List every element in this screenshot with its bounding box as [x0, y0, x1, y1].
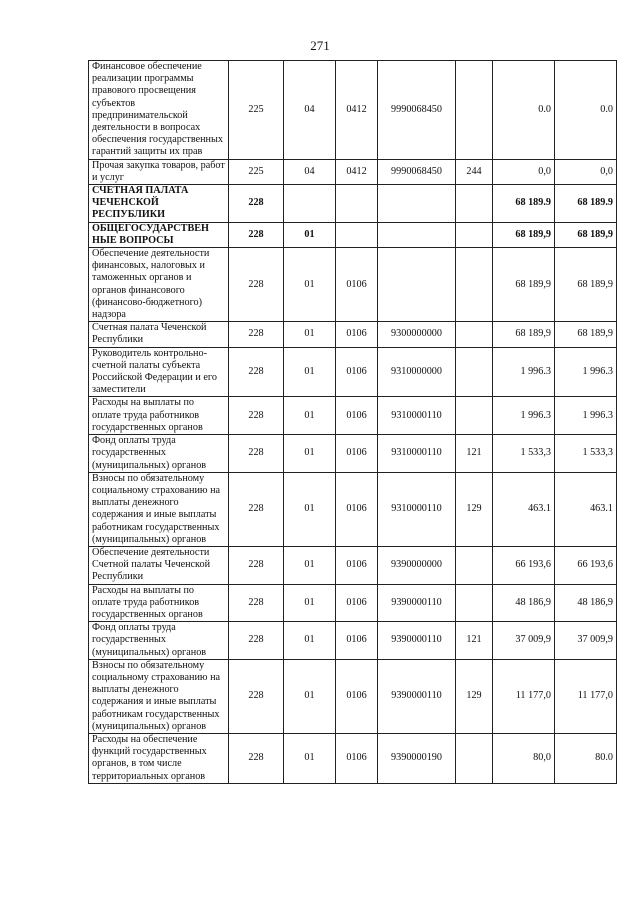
- target-article-cell: 9990068450: [378, 61, 456, 160]
- expense-type-cell: 121: [456, 435, 493, 473]
- table-row: [89, 733, 617, 783]
- section-code-cell: 01: [284, 222, 336, 247]
- subsection-code-cell: 0106: [336, 733, 378, 783]
- ved-code-cell: 228: [229, 546, 284, 584]
- table-row: [89, 435, 617, 473]
- subsection-code-cell: 0412: [336, 159, 378, 184]
- amount-cell-1: 80,0: [493, 733, 555, 783]
- page-number: 271: [310, 38, 330, 53]
- ved-code-cell: 225: [229, 61, 284, 160]
- amount-cell-2: 37 009,9: [555, 622, 617, 660]
- section-code-cell: 04: [284, 61, 336, 160]
- ved-code-cell: 228: [229, 397, 284, 435]
- target-article-cell: [378, 185, 456, 223]
- subsection-code-cell: 0106: [336, 584, 378, 622]
- amount-cell-1: 68 189.9: [493, 185, 555, 223]
- amount-cell-1: 66 193,6: [493, 546, 555, 584]
- amount-cell-1: 37 009,9: [493, 622, 555, 660]
- table-row: [89, 222, 617, 247]
- ved-code-cell: 228: [229, 435, 284, 473]
- row-name-cell: Расходы на выплаты по оплате труда работников государственных органов: [89, 397, 229, 435]
- expense-type-cell: [456, 322, 493, 347]
- ved-code-cell: 228: [229, 248, 284, 322]
- subsection-code-cell: 0106: [336, 622, 378, 660]
- target-article-cell: [378, 248, 456, 322]
- section-code-cell: 01: [284, 733, 336, 783]
- amount-cell-1: 463.1: [493, 472, 555, 546]
- subsection-code-cell: 0106: [336, 472, 378, 546]
- amount-cell-2: 48 186,9: [555, 584, 617, 622]
- amount-cell-1: 68 189,9: [493, 248, 555, 322]
- amount-cell-2: 463.1: [555, 472, 617, 546]
- ved-code-cell: 228: [229, 584, 284, 622]
- table-row: [89, 185, 617, 223]
- amount-cell-1: 68 189,9: [493, 222, 555, 247]
- section-code-cell: 01: [284, 622, 336, 660]
- expense-type-cell: 129: [456, 659, 493, 733]
- subsection-code-cell: 0106: [336, 322, 378, 347]
- amount-cell-1: 48 186,9: [493, 584, 555, 622]
- amount-cell-2: 1 996.3: [555, 347, 617, 397]
- amount-cell-2: 11 177,0: [555, 659, 617, 733]
- section-code-cell: 01: [284, 659, 336, 733]
- amount-cell-2: 1 996.3: [555, 397, 617, 435]
- subsection-code-cell: 0106: [336, 435, 378, 473]
- row-name-cell: Финансовое обеспечение реализации программы правового просвещения субъектов предпринимательской деятельности в вопросах обеспечения государственных гарантий защиты их прав: [89, 61, 229, 160]
- ved-code-cell: 228: [229, 659, 284, 733]
- target-article-cell: 9390000190: [378, 733, 456, 783]
- target-article-cell: 9390000110: [378, 622, 456, 660]
- table-row: [89, 61, 617, 160]
- section-code-cell: 01: [284, 322, 336, 347]
- subsection-code-cell: 0106: [336, 248, 378, 322]
- subsection-code-cell: 0106: [336, 659, 378, 733]
- row-name-cell: Прочая закупка товаров, работ и услуг: [89, 159, 229, 184]
- table-row: [89, 159, 617, 184]
- table-row: [89, 347, 617, 397]
- expense-type-cell: [456, 248, 493, 322]
- section-code-cell: 01: [284, 248, 336, 322]
- ved-code-cell: 228: [229, 322, 284, 347]
- expense-type-cell: 244: [456, 159, 493, 184]
- subsection-code-cell: [336, 185, 378, 223]
- amount-cell-1: 0,0: [493, 159, 555, 184]
- section-code-cell: 01: [284, 397, 336, 435]
- row-name-cell: Обеспечение деятельности Счетной палаты Чеченской Республики: [89, 546, 229, 584]
- row-name-cell: Руководитель контрольно-счетной палаты субъекта Российской Федерации и его заместители: [89, 347, 229, 397]
- amount-cell-2: 68 189,9: [555, 222, 617, 247]
- ved-code-cell: 228: [229, 185, 284, 223]
- expense-type-cell: [456, 185, 493, 223]
- row-name-cell: Счетная палата Чеченской Республики: [89, 322, 229, 347]
- section-code-cell: [284, 185, 336, 223]
- table-row: [89, 472, 617, 546]
- section-code-cell: 01: [284, 347, 336, 397]
- expense-type-cell: [456, 61, 493, 160]
- target-article-cell: 9300000000: [378, 322, 456, 347]
- amount-cell-2: 68 189,9: [555, 322, 617, 347]
- table-row: [89, 659, 617, 733]
- expense-type-cell: [456, 584, 493, 622]
- expense-type-cell: [456, 397, 493, 435]
- ved-code-cell: 228: [229, 347, 284, 397]
- table-row: [89, 622, 617, 660]
- ved-code-cell: 228: [229, 733, 284, 783]
- section-code-cell: 01: [284, 546, 336, 584]
- amount-cell-2: 0,0: [555, 159, 617, 184]
- table-row: [89, 584, 617, 622]
- amount-cell-2: 1 533,3: [555, 435, 617, 473]
- amount-cell-1: 11 177,0: [493, 659, 555, 733]
- target-article-cell: [378, 222, 456, 247]
- section-code-cell: 04: [284, 159, 336, 184]
- subsection-code-cell: 0106: [336, 546, 378, 584]
- expense-type-cell: [456, 347, 493, 397]
- amount-cell-1: 0.0: [493, 61, 555, 160]
- subsection-code-cell: [336, 222, 378, 247]
- target-article-cell: 9310000110: [378, 472, 456, 546]
- target-article-cell: 9310000110: [378, 397, 456, 435]
- section-code-cell: 01: [284, 584, 336, 622]
- subsection-code-cell: 0412: [336, 61, 378, 160]
- row-name-cell: Расходы на выплаты по оплате труда работников государственных органов: [89, 584, 229, 622]
- target-article-cell: 9990068450: [378, 159, 456, 184]
- target-article-cell: 9390000110: [378, 584, 456, 622]
- subsection-code-cell: 0106: [336, 397, 378, 435]
- amount-cell-1: 68 189,9: [493, 322, 555, 347]
- ved-code-cell: 225: [229, 159, 284, 184]
- expense-type-cell: [456, 222, 493, 247]
- row-name-cell: Фонд оплаты труда государственных (муниципальных) органов: [89, 435, 229, 473]
- section-code-cell: 01: [284, 435, 336, 473]
- section-code-cell: 01: [284, 472, 336, 546]
- target-article-cell: 9390000110: [378, 659, 456, 733]
- amount-cell-1: 1 533,3: [493, 435, 555, 473]
- amount-cell-2: 68 189.9: [555, 185, 617, 223]
- row-name-cell: Расходы на обеспечение функций государственных органов, в том числе территориальных органов: [89, 733, 229, 783]
- row-name-cell: СЧЕТНАЯ ПАЛАТА ЧЕЧЕНСКОЙ РЕСПУБЛИКИ: [89, 185, 229, 223]
- subsection-code-cell: 0106: [336, 347, 378, 397]
- table-row: [89, 248, 617, 322]
- amount-cell-2: 0.0: [555, 61, 617, 160]
- ved-code-cell: 228: [229, 622, 284, 660]
- amount-cell-1: 1 996.3: [493, 397, 555, 435]
- amount-cell-2: 80.0: [555, 733, 617, 783]
- row-name-cell: Обеспечение деятельности финансовых, налоговых и таможенных органов и органов финансового (финансово-бюджетного) надзора: [89, 248, 229, 322]
- table-row: [89, 546, 617, 584]
- target-article-cell: 9310000000: [378, 347, 456, 397]
- table-row: [89, 397, 617, 435]
- amount-cell-2: 68 189,9: [555, 248, 617, 322]
- row-name-cell: Фонд оплаты труда государственных (муниципальных) органов: [89, 622, 229, 660]
- table-row: [89, 322, 617, 347]
- ved-code-cell: 228: [229, 222, 284, 247]
- row-name-cell: Взносы по обязательному социальному страхованию на выплаты денежного содержания и иные выплаты работникам государственных (муниципальных) органов: [89, 659, 229, 733]
- budget-table: [88, 60, 617, 784]
- ved-code-cell: 228: [229, 472, 284, 546]
- row-name-cell: Взносы по обязательному социальному страхованию на выплаты денежного содержания и иные выплаты работникам государственных (муниципальных) органов: [89, 472, 229, 546]
- amount-cell-1: 1 996.3: [493, 347, 555, 397]
- expense-type-cell: [456, 733, 493, 783]
- amount-cell-2: 66 193,6: [555, 546, 617, 584]
- row-name-cell: ОБЩЕГОСУДАРСТВЕН НЫЕ ВОПРОСЫ: [89, 222, 229, 247]
- expense-type-cell: 129: [456, 472, 493, 546]
- expense-type-cell: 121: [456, 622, 493, 660]
- expense-type-cell: [456, 546, 493, 584]
- target-article-cell: 9310000110: [378, 435, 456, 473]
- target-article-cell: 9390000000: [378, 546, 456, 584]
